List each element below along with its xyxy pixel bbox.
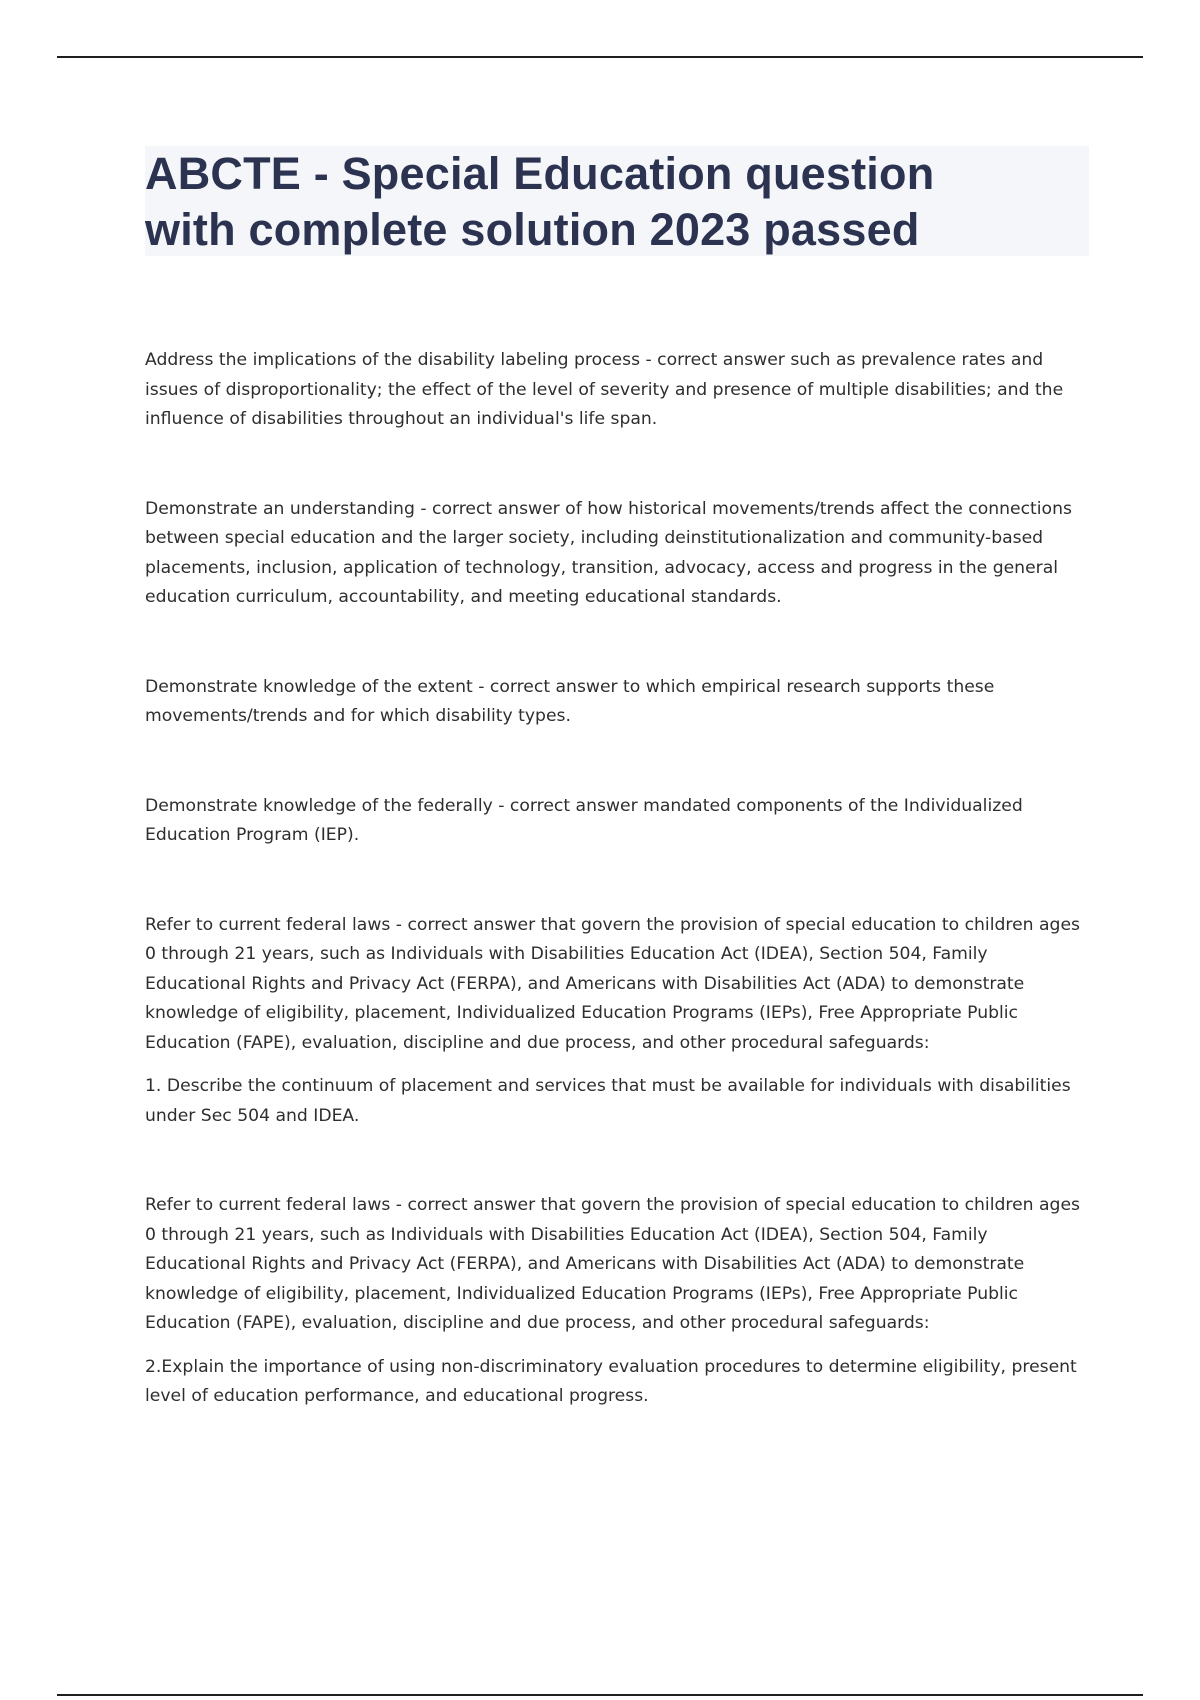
qa-entry-2 [145,495,1085,613]
qa-entry-1 [145,346,1085,435]
title-line-1: ABCTE - Special Education question [145,148,935,199]
bottom-rule [57,1694,1143,1696]
qa-subitem: 1. Describe the continuum of placement and services that must be available for individuals with disabilities under Sec 504 and IDEA. [145,1076,1071,1126]
top-rule [57,56,1143,58]
qa-entry-3 [145,673,1085,732]
qa-text: Demonstrate knowledge of the federally - correct answer mandated components of the Individualized Education Program (IEP). [145,795,1023,845]
qa-text: Demonstrate knowledge of the extent - correct answer to which empirical research supports these movements/trends and for which disability types. [145,676,995,726]
qa-text: Refer to current federal laws - correct answer that govern the provision of special education to children ages 0 through 21 years, such as Individuals with Disabilities Education Act (IDEA), Section 504, Family Educational Rights and Privacy Act (FERPA), and Americans with Disabilities Act (ADA) to demonstrate knowledge of eligibility, placement, Individualized Education Programs (IEPs), Free Appropriate Public Education (FAPE), evaluation, discipline and due process, and other procedural safeguards: [145,914,1080,1053]
qa-text: Demonstrate an understanding - correct answer of how historical movements/trends affect the connections between special education and the larger society, including deinstitutionalization and community-based placements, inclusion, application of technology, transition, advocacy, access and progress in the general education curriculum, accountability, and meeting educational standards. [145,498,1072,607]
document-body [145,346,1085,1472]
qa-subitem: 2.Explain the importance of using non-discriminatory evaluation procedures to determine eligibility, present level of education performance, and educational progress. [145,1356,1077,1406]
qa-entry-6 [145,1191,1085,1412]
title-line-2: with complete solution 2023 passed [145,204,920,255]
qa-entry-5 [145,911,1085,1132]
qa-entry-4 [145,792,1085,851]
qa-text: Refer to current federal laws - correct answer that govern the provision of special education to children ages 0 through 21 years, such as Individuals with Disabilities Education Act (IDEA), Section 504, Family Educational Rights and Privacy Act (FERPA), and Americans with Disabilities Act (ADA) to demonstrate knowledge of eligibility, placement, Individualized Education Programs (IEPs), Free Appropriate Public Education (FAPE), evaluation, discipline and due process, and other procedural safeguards: [145,1195,1080,1333]
qa-text: Address the implications of the disability labeling process - correct answer such as prevalence rates and issues of disproportionality; the effect of the level of severity and presence of multiple disabilities; and the influence of disabilities throughout an individual's life span. [145,350,1064,429]
page-title [145,146,1089,258]
title-block [145,146,1089,256]
